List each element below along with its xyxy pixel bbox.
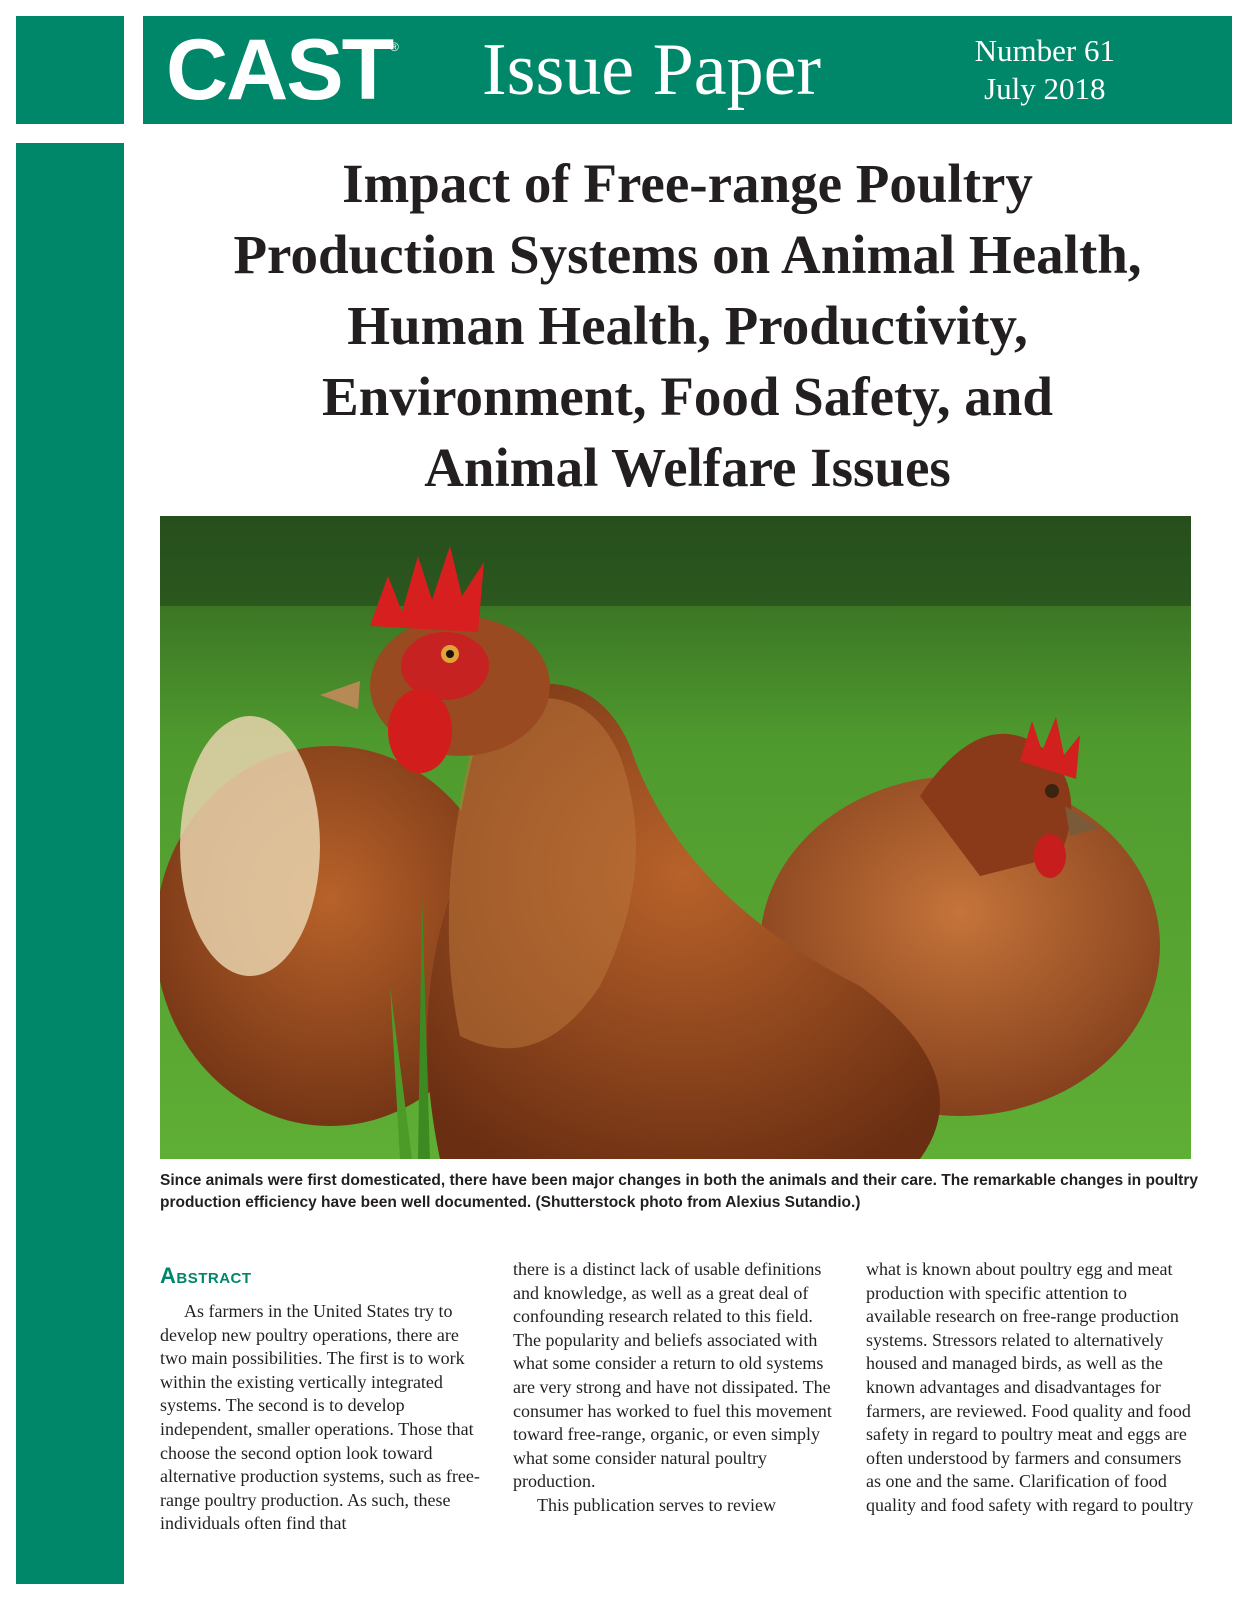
series-title: Issue Paper xyxy=(482,29,822,111)
paper-title xyxy=(143,148,1232,503)
chickens-photo xyxy=(160,516,1191,1159)
abstract-paragraph: there is a distinct lack of usable definitions and knowledge, as well as a great deal of confounding research related to this field. The popularity and beliefs associated with what some consider a return to old systems are very strong and have not dissipated. The consumer has worked to fuel this movement toward free-range, organic, or even simply what some consider natural poultry production. xyxy=(513,1259,832,1492)
title-line: Animal Welfare Issues xyxy=(424,437,951,498)
title-line: Environment, Food Safety, and xyxy=(322,366,1053,427)
abstract-paragraph: This publication serves to review xyxy=(537,1494,776,1515)
abstract-paragraph: As farmers in the United States try to develop new poultry operations, there are two main possibilities. The first is to work within the existing vertically integrated systems. The second is to develop independent, smaller operations. Those that choose the second option look toward alternative production systems, such as free-range poultry production. As such, these individuals often find that xyxy=(160,1301,480,1534)
issue-info xyxy=(975,32,1115,108)
issue-number: Number 61 xyxy=(974,33,1115,68)
abstract-column-1 xyxy=(160,1300,490,1536)
header-corner-block xyxy=(16,16,124,124)
title-line: Human Health, Productivity, xyxy=(347,295,1028,356)
title-line: Impact of Free-range Poultry xyxy=(342,153,1033,214)
abstract-column-3 xyxy=(866,1258,1196,1518)
abstract-column-2 xyxy=(513,1258,843,1518)
issue-date: July 2018 xyxy=(984,71,1106,106)
abstract-paragraph: what is known about poultry egg and meat production with specific attention to available research on free-range production systems. Stressors related to alternatively housed and managed birds, as well as the known advantages and disadvantages for farmers, are reviewed. Food quality and food safety in regard to poultry meat and eggs are often understood by farmers and consumers as one and the same. Clarification of food quality and food safety with regard to poultry xyxy=(866,1259,1194,1515)
registered-mark: ® xyxy=(390,40,399,54)
side-bar xyxy=(16,143,124,1584)
title-line: Production Systems on Animal Health, xyxy=(233,224,1142,285)
cast-logo: CAST xyxy=(166,22,393,118)
abstract-heading: Abstract xyxy=(160,1263,252,1288)
photo-caption: Since animals were first domesticated, there have been major changes in both the animals and their care. The remarkable changes in poultry production efficiency have been well documented. (Shutterstock photo from Alexius Sutandio.) xyxy=(160,1172,1198,1211)
